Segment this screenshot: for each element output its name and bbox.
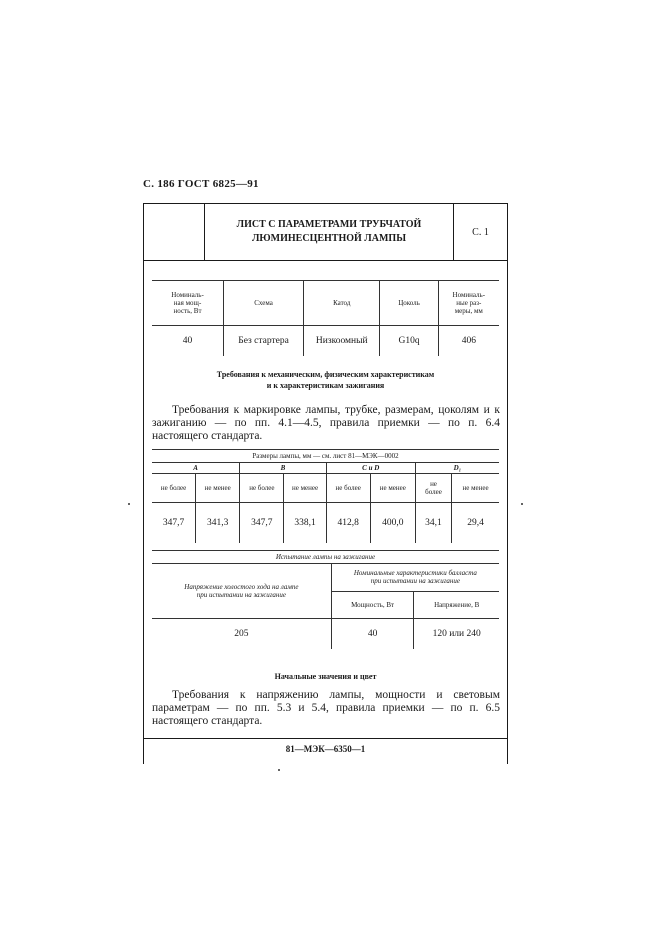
dimensions-value: 400,0 [370,503,415,544]
dimensions-value: 341,3 [196,503,240,544]
dimensions-sub: не более [152,474,196,503]
section1-heading [144,369,507,391]
params-value-scheme: Без стартера [224,326,304,357]
params-header-cathode: Катод [304,281,380,326]
params-value-cathode: Низкоомный [304,326,380,357]
scan-speck [521,503,523,505]
ignition-header-power: Мощность, Вт [331,591,414,619]
dimensions-sub: не менее [196,474,240,503]
dimensions-value: 29,4 [452,503,499,544]
sheet-frame [143,203,508,764]
paragraph-marking [152,404,500,443]
paragraph-initial-values-text: Требования к напряжению лампы, мощности и световым параметрам — по пп. 5.3 и 5.4, правила приемки — по п. 6.5 настоящего стандарта. [152,689,500,727]
dimensions-sub: не менее [452,474,499,503]
paragraph-marking-text: Требования к маркировке лампы, трубке, размерам, цоколям и к зажиганию — по пп. 4.1—4.5, правила приемки — по п. 6.4 настоящего стандарта. [152,404,500,442]
ignition-value-voltage: 205 [152,619,331,650]
sheet-title-line2: ЛЮМИНЕСЦЕНТНОЙ ЛАМПЫ [251,233,407,244]
page-header: С. 186 ГОСТ 6825—91 [143,178,259,190]
ignition-table [152,550,499,649]
dimensions-group-b: B [240,463,326,474]
section1-heading-line1: Требования к механическим, физическим характеристикам [216,370,435,379]
dimensions-group-a: A [152,463,240,474]
ignition-value-power: 40 [331,619,414,650]
sheet-footer-code: 81—МЭК—6350—1 [285,744,366,754]
params-header-base: Цоколь [380,281,438,326]
dimensions-caption: Размеры лампы, мм — см. лист 81—МЭК—0002 [152,450,499,463]
params-value-power: 40 [152,326,224,357]
params-value-size: 406 [438,326,499,357]
sheet-number: С. 1 [472,226,489,238]
ignition-header-ballast-voltage: Напряжение, В [414,591,499,619]
footer-divider [144,738,507,739]
sheet-title [205,204,454,260]
title-box [144,204,507,261]
params-value-base: G10q [380,326,438,357]
section2-heading: Начальные значения и цвет [274,672,377,681]
ignition-header-voltage: Напряжение холостого хода на лампе при испытании на зажигание [152,564,331,619]
dimensions-sub: не менее [370,474,415,503]
dimensions-group-d1: D₁ [415,463,499,474]
ignition-value-ballast-voltage: 120 или 240 [414,619,499,650]
params-header-power: Номиналь- ная мощ- ность, Вт [152,281,224,326]
dimensions-value: 34,1 [415,503,451,544]
scan-speck [128,503,130,505]
title-left-cell [144,204,205,260]
params-header-scheme: Схема [224,281,304,326]
scan-speck [278,769,280,771]
params-table [152,280,499,356]
ignition-caption: Испытание лампы на зажигание [152,551,499,564]
dimensions-value: 347,7 [240,503,284,544]
dimensions-sub: не менее [284,474,326,503]
dimensions-sub: не более [240,474,284,503]
dimensions-value: 412,8 [326,503,370,544]
paragraph-initial-values [152,689,500,728]
dimensions-value: 338,1 [284,503,326,544]
dimensions-group-cd: C и D [326,463,415,474]
dimensions-sub: не более [415,474,451,503]
section1-heading-line2: и к характеристикам зажигания [266,381,385,390]
params-header-size: Номиналь- ные раз- меры, мм [438,281,499,326]
dimensions-sub: не более [326,474,370,503]
ignition-header-ballast: Номинальные характеристики балласта при испытании на зажигание [331,564,499,592]
sheet-title-line1: ЛИСТ С ПАРАМЕТРАМИ ТРУБЧАТОЙ [236,219,422,230]
dimensions-value: 347,7 [152,503,196,544]
dimensions-table [152,449,499,543]
